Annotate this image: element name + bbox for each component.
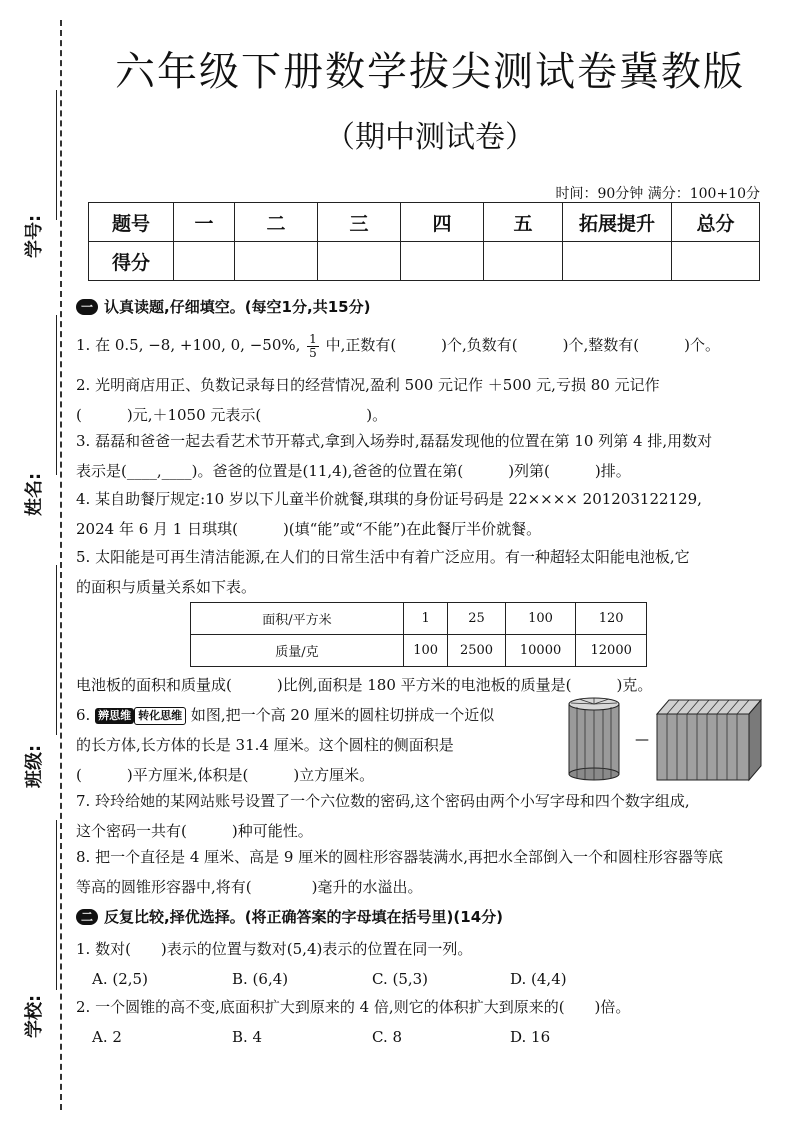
q2-1-text: 1. 数对( )表示的位置与数对(5,4)表示的位置在同一列。 xyxy=(76,940,473,958)
table-cell: 25 xyxy=(448,603,505,635)
question-1-1 xyxy=(76,330,766,360)
q2-2-options xyxy=(76,1022,766,1052)
option-a[interactable]: A. 2 xyxy=(92,1028,122,1046)
score-cell[interactable] xyxy=(563,242,672,281)
score-header-cell: 拓展提升 xyxy=(563,203,672,242)
option-b[interactable]: B. (6,4) xyxy=(232,970,289,988)
thinking-tag: 辨思维 xyxy=(95,708,134,724)
section1-title: 认真读题,仔细填空。(每空1分,共15分) xyxy=(104,298,371,316)
section1-number: 一 xyxy=(76,299,98,315)
question-1-6 xyxy=(76,700,556,790)
score-cell[interactable] xyxy=(318,242,401,281)
score-header-cell: 二 xyxy=(235,203,318,242)
option-c[interactable]: C. 8 xyxy=(372,1028,403,1046)
question-1-7 xyxy=(76,786,766,846)
school-line[interactable] xyxy=(56,820,57,990)
cylinder-cuboid-figure xyxy=(565,692,765,784)
time-info: 时间：90分钟 满分：100+10分 xyxy=(555,186,760,202)
score-header-cell: 五 xyxy=(484,203,563,242)
q7-line2: 这个密码一共有( )种可能性。 xyxy=(76,822,313,840)
question-1-2 xyxy=(76,370,766,430)
option-b[interactable]: B. 4 xyxy=(232,1028,263,1046)
q4-line2: 2024 年 6 月 1 日琪琪( )(填“能”或“不能”)在此餐厅半价就餐。 xyxy=(76,520,542,538)
q2-2-text: 2. 一个圆锥的高不变,底面积扩大到原来的 4 倍,则它的体积扩大到原来的( )倍。 xyxy=(76,998,631,1016)
q1-text-a: 1. 在 0.5, −8, +100, 0, −50%, xyxy=(76,336,306,354)
q8-line2: 等高的圆锥形容器中,将有( )毫升的水溢出。 xyxy=(76,878,423,896)
student-no-line[interactable] xyxy=(56,90,57,220)
table-cell: 100 xyxy=(404,635,448,667)
q3-line1: 3. 磊磊和爸爸一起去看艺术节开幕式,拿到入场券时,磊磊发现他的位置在第 10 列第 4 排,用数对 xyxy=(76,432,713,450)
question-2-1 xyxy=(76,934,766,994)
student-no-label: 学号: xyxy=(24,214,45,258)
fraction xyxy=(307,333,319,360)
cylinder-illustration xyxy=(569,698,619,780)
table-cell: 2500 xyxy=(448,635,505,667)
score-cell[interactable] xyxy=(672,242,760,281)
score-header-cell: 一 xyxy=(174,203,235,242)
question-1-8 xyxy=(76,842,766,902)
page-title: 六年级下册数学拔尖测试卷冀教版 xyxy=(115,49,745,95)
score-cell[interactable] xyxy=(401,242,484,281)
fraction-denominator: 5 xyxy=(309,345,317,360)
option-c[interactable]: C. (5,3) xyxy=(372,970,429,988)
option-d[interactable]: D. (4,4) xyxy=(510,970,567,988)
section2-number: 二 xyxy=(76,909,98,925)
score-row-label: 得分 xyxy=(89,242,174,281)
q8-line1: 8. 把一个直径是 4 厘米、高是 9 厘米的圆柱形容器装满水,再把水全部倒入一个和圆柱形容器等底 xyxy=(76,848,724,866)
q1-text-b: 中,正数有( )个,负数有( )个,整数有( )个。 xyxy=(320,336,720,354)
score-header-cell: 三 xyxy=(318,203,401,242)
score-cell[interactable] xyxy=(484,242,563,281)
name-line[interactable] xyxy=(56,315,57,475)
table-cell: 100 xyxy=(505,603,576,635)
q2-line1: 2. 光明商店用正、负数记录每日的经营情况,盈利 500 元记作 ＋500 元,亏损 80 元记作 xyxy=(76,376,660,394)
option-d[interactable]: D. 16 xyxy=(510,1028,551,1046)
q5-line1: 5. 太阳能是可再生清洁能源,在人们的日常生活中有着广泛应用。有一种超轻太阳能电池板,它 xyxy=(76,548,690,566)
table-header-cell: 面积/平方米 xyxy=(191,603,404,635)
cuboid-illustration xyxy=(657,700,761,780)
option-a[interactable]: A. (2,5) xyxy=(92,970,148,988)
question-1-5 xyxy=(76,542,766,602)
class-line[interactable] xyxy=(56,565,57,735)
score-table xyxy=(88,202,760,281)
thinking-type-tag: 转化思维 xyxy=(134,707,186,725)
table-cell: 120 xyxy=(576,603,647,635)
section2-heading xyxy=(76,906,503,927)
fraction-numerator: 1 xyxy=(309,331,317,346)
q3-line2: 表示是(____,____)。爸爸的位置是(11,4),爸爸的位置在第( )列第( )排。 xyxy=(76,462,631,480)
q6-number: 6. xyxy=(76,706,91,724)
page-subtitle: （期中测试卷） xyxy=(325,120,535,155)
school-label: 学校: xyxy=(24,994,45,1038)
q6-line1: 如图,把一个高 20 厘米的圆柱切拼成一个近似 xyxy=(186,706,495,724)
score-cell[interactable] xyxy=(174,242,235,281)
name-label: 姓名: xyxy=(24,472,45,516)
score-header-cell: 四 xyxy=(401,203,484,242)
q2-line2: ( )元,＋1050 元表示( )。 xyxy=(76,406,388,424)
q6-line3: ( )平方厘米,体积是( )立方厘米。 xyxy=(76,766,375,784)
q4-line1: 4. 某自助餐厅规定:10 岁以下儿童半价就餐,琪琪的身份证号码是 22×××× 201203122129, xyxy=(76,490,702,508)
q5-line2: 的面积与质量关系如下表。 xyxy=(76,578,257,596)
table-cell: 12000 xyxy=(576,635,647,667)
section1-heading xyxy=(76,296,370,317)
question-1-4 xyxy=(76,484,766,544)
score-header-cell: 总分 xyxy=(672,203,760,242)
solar-panel-table xyxy=(190,602,647,667)
q2-1-options xyxy=(76,964,766,994)
score-header-cell: 题号 xyxy=(89,203,174,242)
table-header-cell: 质量/克 xyxy=(191,635,404,667)
q7-line1: 7. 玲玲给她的某网站账号设置了一个六位数的密码,这个密码由两个小写字母和四个数字组成, xyxy=(76,792,690,810)
q5-line3: 电池板的面积和质量成( )比例,面积是 180 平方米的电池板的质量是( )克。 xyxy=(76,676,653,694)
question-1-3 xyxy=(76,426,766,486)
binding-margin xyxy=(0,0,70,1123)
cut-line xyxy=(60,20,62,1110)
table-cell: 10000 xyxy=(505,635,576,667)
score-cell[interactable] xyxy=(235,242,318,281)
q6-line2: 的长方体,长方体的长是 31.4 厘米。这个圆柱的侧面积是 xyxy=(76,736,454,754)
table-cell: 1 xyxy=(404,603,448,635)
arrow-glyph: — xyxy=(635,732,649,748)
class-label: 班级: xyxy=(24,744,45,788)
question-2-2 xyxy=(76,992,766,1052)
section2-title: 反复比较,择优选择。(将正确答案的字母填在括号里)(14分) xyxy=(104,908,503,926)
